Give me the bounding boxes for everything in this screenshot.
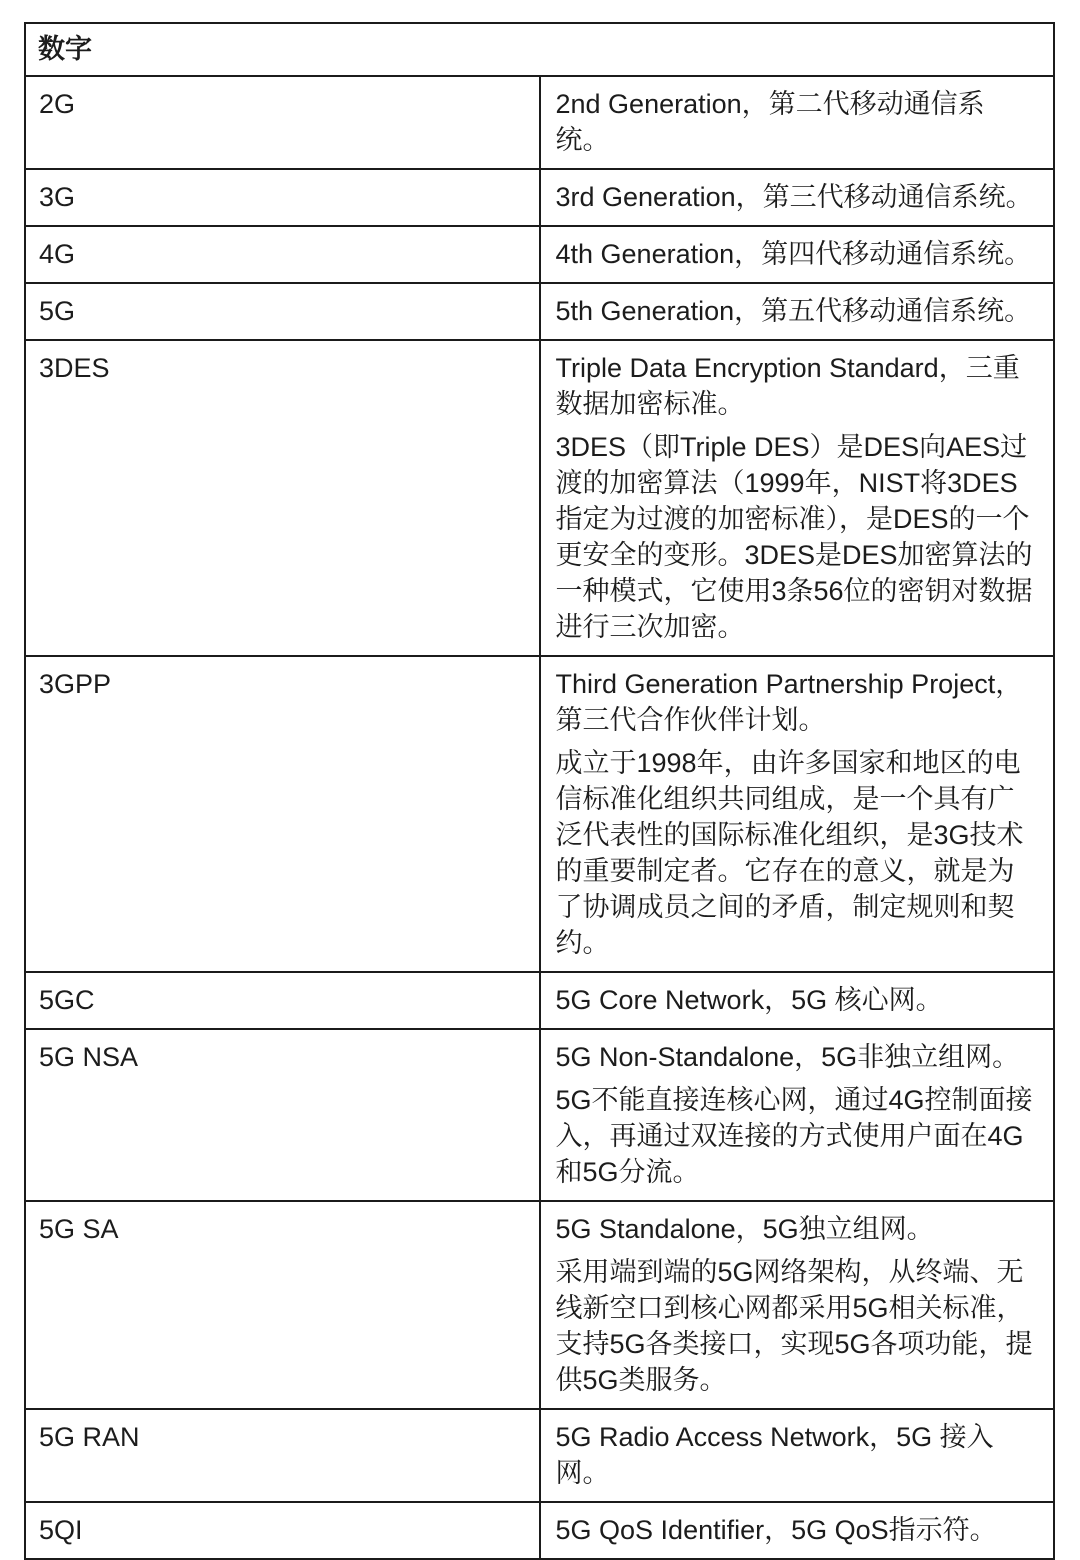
definition-paragraph: 采用端到端的5G网络架构，从终端、无线新空口到核心网都采用5G相关标准，支持5G各类接口，实现5G各项功能，提供5G类服务。: [555, 1257, 1033, 1395]
definition-paragraph: 成立于1998年，由许多国家和地区的电信标准化组织共同组成，是一个具有广泛代表性的国际标准化组织，是3G技术的重要制定者。它存在的意义，就是为了协调成员之间的矛盾，制定规则和契约。: [555, 748, 1024, 958]
table-row: [25, 1201, 1054, 1409]
table-row: [25, 76, 1054, 169]
definition-paragraph: 5G Standalone，5G独立组网。: [555, 1214, 934, 1244]
definition-cell: [540, 169, 1055, 226]
definition-cell: [540, 283, 1055, 340]
definition-cell: [540, 226, 1055, 283]
definition-cell: [540, 972, 1055, 1029]
definition-paragraph: 5th Generation，第五代移动通信系统。: [555, 296, 1032, 326]
term-cell: 4G: [25, 226, 540, 283]
definition-paragraph: 3DES（即Triple DES）是DES向AES过渡的加密算法（1999年，NIST将3DES指定为过渡的加密标准），是DES的一个更安全的变形。3DES是DES加密算法的一种模式，它使用3条56位的密钥对数据进行三次加密。: [555, 432, 1033, 642]
section-header-row: [25, 23, 1054, 76]
definition-cell: [540, 656, 1055, 972]
term-cell: 5G: [25, 283, 540, 340]
definition-cell: [540, 76, 1055, 169]
glossary-table-body: [25, 76, 1054, 1559]
table-row: [25, 972, 1054, 1029]
definition-paragraph: 2nd Generation，第二代移动通信系统。: [555, 89, 985, 155]
term-cell: 3DES: [25, 340, 540, 656]
glossary-table: [24, 22, 1055, 1560]
definition-paragraph: 5G Core Network，5G 核心网。: [555, 985, 943, 1015]
term-cell: 5G RAN: [25, 1409, 540, 1502]
section-header: 数字: [25, 23, 1054, 76]
term-cell: 5G NSA: [25, 1029, 540, 1201]
table-row: [25, 283, 1054, 340]
definition-cell: [540, 1409, 1055, 1502]
term-cell: 3G: [25, 169, 540, 226]
table-row: [25, 1502, 1054, 1559]
definition-paragraph: 3rd Generation，第三代移动通信系统。: [555, 182, 1033, 212]
definition-paragraph: 5G不能直接连核心网，通过4G控制面接入，再通过双连接的方式使用户面在4G和5G分流。: [555, 1085, 1033, 1187]
table-row: [25, 656, 1054, 972]
term-cell: 5QI: [25, 1502, 540, 1559]
term-cell: 5GC: [25, 972, 540, 1029]
glossary-table-head: [25, 23, 1054, 76]
table-row: [25, 340, 1054, 656]
definition-paragraph: Triple Data Encryption Standard，三重数据加密标准。: [555, 353, 1020, 419]
definition-cell: [540, 1502, 1055, 1559]
definition-paragraph: 5G QoS Identifier，5G QoS指示符。: [555, 1515, 997, 1545]
definition-paragraph: Third Generation Partnership Project，第三代合作伙伴计划。: [555, 669, 1023, 735]
table-row: [25, 1409, 1054, 1502]
definition-cell: [540, 340, 1055, 656]
term-cell: 5G SA: [25, 1201, 540, 1409]
definition-paragraph: 5G Radio Access Network，5G 接入网。: [555, 1422, 994, 1488]
table-row: [25, 226, 1054, 283]
term-cell: 3GPP: [25, 656, 540, 972]
table-row: [25, 169, 1054, 226]
table-row: [25, 1029, 1054, 1201]
term-cell: 2G: [25, 76, 540, 169]
definition-paragraph: 5G Non-Standalone，5G非独立组网。: [555, 1042, 1020, 1072]
definition-cell: [540, 1029, 1055, 1201]
definition-cell: [540, 1201, 1055, 1409]
definition-paragraph: 4th Generation，第四代移动通信系统。: [555, 239, 1032, 269]
